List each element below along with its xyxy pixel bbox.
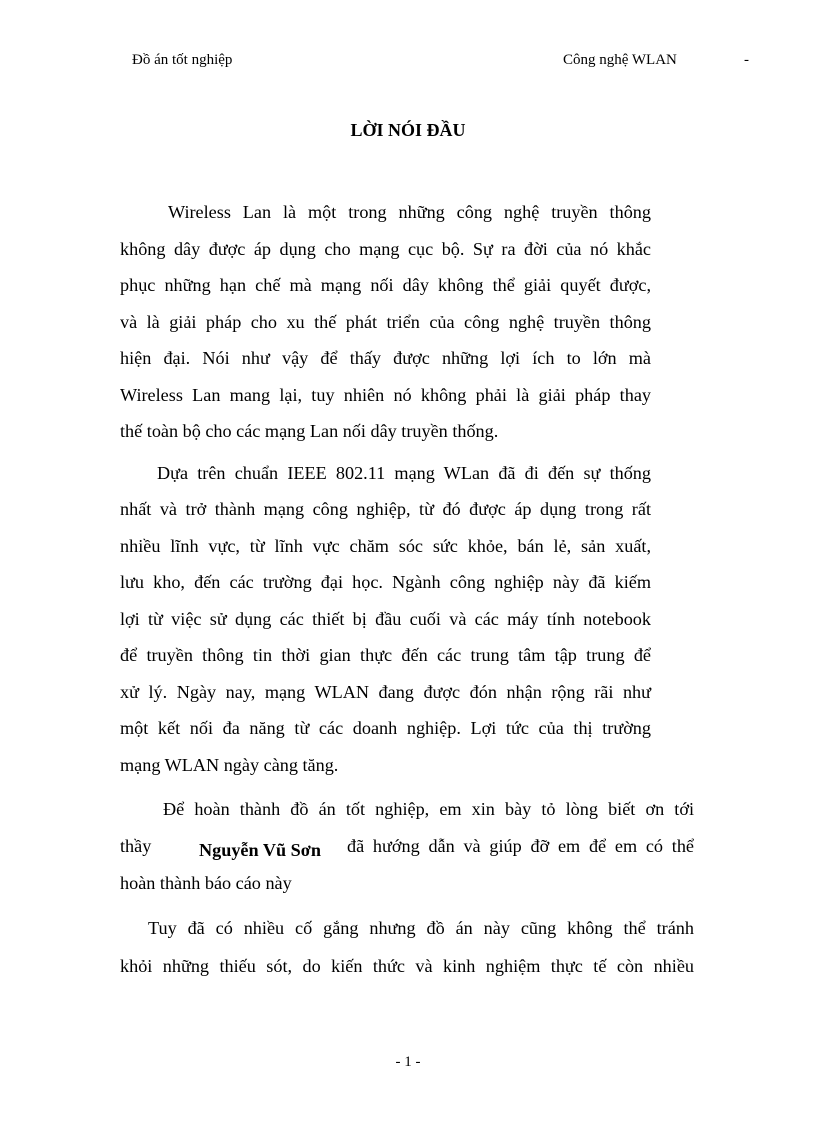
paragraph-2-line: để truyền thông tin thời gian thực đến các trung tâm tập trung để	[120, 645, 651, 665]
paragraph-2-line: Dựa trên chuẩn IEEE 802.11 mạng WLan đã đi đến sự thống	[157, 463, 651, 483]
paragraph-2-line: một kết nối đa năng từ các doanh nghiệp. Lợi tức của thị trường	[120, 718, 651, 738]
paragraph-2-line: mạng WLAN ngày càng tăng.	[120, 755, 339, 775]
teacher-line	[120, 834, 694, 864]
paragraph-1-line: không dây được áp dụng cho mạng cục bộ. Sự ra đời của nó khắc	[120, 239, 651, 259]
paragraph-1-line: hiện đại. Nói như vậy để thấy được những lợi ích to lớn mà	[120, 348, 651, 368]
paragraph-4-line: khỏi những thiếu sót, do kiến thức và kinh nghiệm thực tế còn nhiều	[120, 956, 694, 976]
paragraph-4-line: Tuy đã có nhiều cố gắng nhưng đồ án này cũng không thể tránh	[148, 918, 694, 938]
paragraph-2-line: xử lý. Ngày nay, mạng WLAN đang được đón nhận rộng rãi như	[120, 682, 651, 702]
paragraph-2-line: nhất và trở thành mạng công nghiệp, từ đó được áp dụng trong rất	[120, 499, 651, 519]
paragraph-1-line: Wireless Lan là một trong những công nghệ truyền thông	[168, 202, 651, 222]
teacher-prefix: thầy	[120, 836, 152, 856]
paragraph-1-line: phục những hạn chế mà mạng nối dây không thể giải quyết được,	[120, 275, 651, 295]
header-left-text: Đồ án tốt nghiệp	[132, 52, 233, 68]
paragraph-3-line: hoàn thành báo cáo này	[120, 873, 292, 893]
page-number: - 1 -	[395, 1054, 421, 1070]
teacher-line-rest: đã hướng dẫn và giúp đỡ em để em có thể	[347, 836, 694, 856]
header-dash: -	[744, 52, 749, 68]
paragraph-3-line: Để hoàn thành đồ án tốt nghiệp, em xin bày tỏ lòng biết ơn tới	[163, 799, 694, 819]
paragraph-1-line: thế toàn bộ cho các mạng Lan nối dây truyền thống.	[120, 421, 499, 441]
paragraph-1-line: và là giải pháp cho xu thế phát triển của công nghệ truyền thông	[120, 312, 651, 332]
paragraph-2-line: lưu kho, đến các trường đại học. Ngành công nghiệp này đã kiếm	[120, 572, 651, 592]
paragraph-1-line: Wireless Lan mang lại, tuy nhiên nó không phải là giải pháp thay	[120, 385, 651, 405]
paragraph-2-line: nhiều lĩnh vực, từ lĩnh vực chăm sóc sức khỏe, bán lẻ, sản xuất,	[120, 536, 651, 556]
paragraph-2-line: lợi từ việc sử dụng các thiết bị đầu cuối và các máy tính notebook	[120, 609, 651, 629]
teacher-name: Nguyễn Vũ Sơn	[199, 840, 321, 860]
header-right-text: Công nghệ WLAN	[563, 52, 677, 68]
page-title: LỜI NÓI ĐẦU	[350, 120, 466, 140]
